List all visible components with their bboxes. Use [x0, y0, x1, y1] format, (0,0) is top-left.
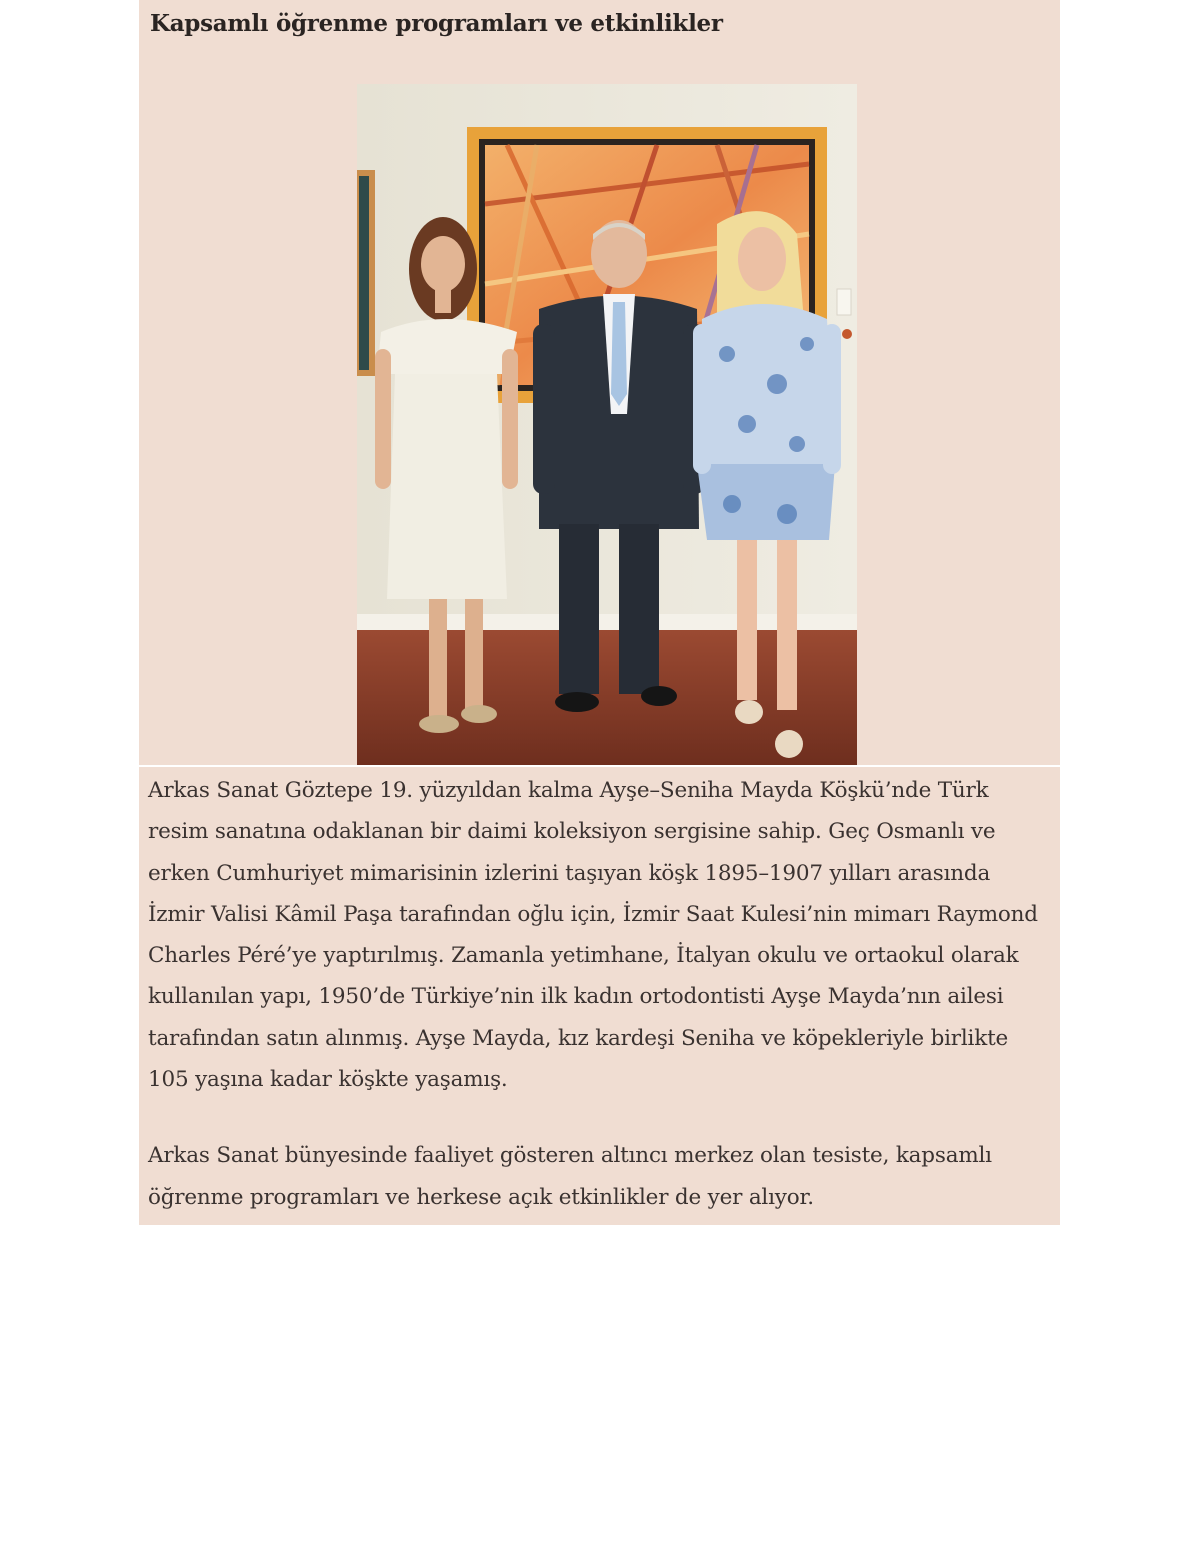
paragraph: Arkas Sanat bünyesinde faaliyet gösteren altıncı merkez olan tesiste, kapsamlı öğrenme programları ve herkese açık etkinlikler de yer alıyor.: [148, 1143, 992, 1210]
article-photo: [357, 84, 857, 766]
photo-divider: [139, 765, 1060, 767]
paragraph: Arkas Sanat Göztepe 19. yüzyıldan kalma Ayşe–Seniha Mayda Köşkü’nde Türk resim sanatına odaklanan bir daimi koleksiyon sergisine sahip. Geç Osmanlı ve erken Cumhuriyet mimarisinin izlerini taşıyan köşk 1895–1907 yılları arasında İzmir Valisi Kâmil Paşa tarafından oğlu için, İzmir Saat Kulesi’nin mimarı Raymond Charles Péré’ye yaptırılmış. Zamanla yetimhane, İtalyan okulu ve ortaokul olarak kullanılan yapı, 1950’de Türkiye’nin ilk kadın ortodontisti Ayşe Mayda’nın ailesi tarafından satın alınmış. Ayşe Mayda, kız kardeşi Seniha ve köpekleriyle birlikte 105 yaşına kadar köşkte yaşamış.: [148, 778, 1038, 1093]
article-headline: Kapsamlı öğrenme programları ve etkinlikler: [150, 10, 723, 37]
article-body: [148, 770, 1048, 1253]
article-panel: [139, 0, 1060, 1225]
